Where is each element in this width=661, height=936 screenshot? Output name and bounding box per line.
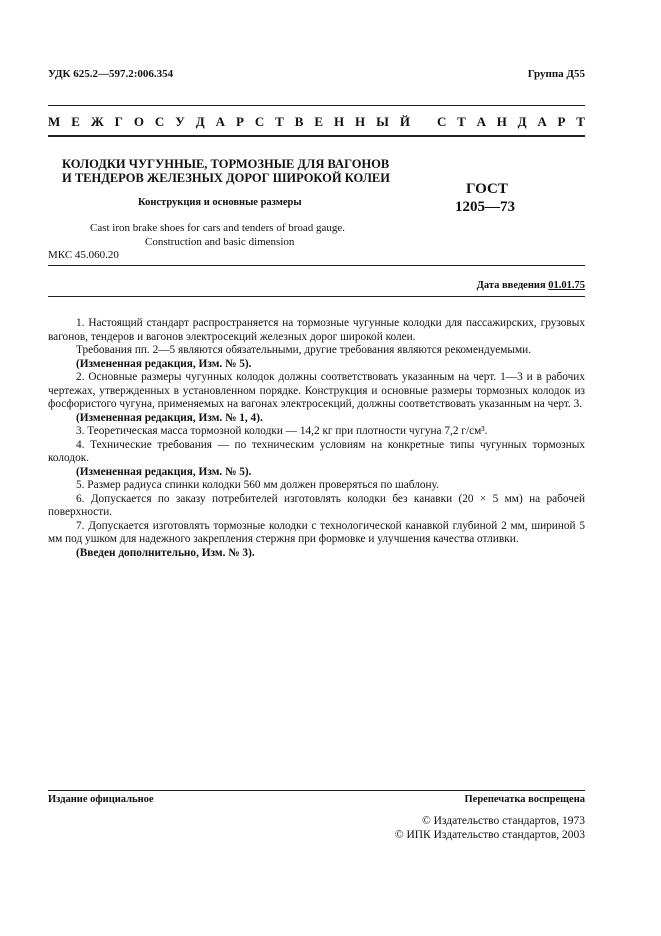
banner-letter: Н xyxy=(333,114,345,129)
paragraph: 2. Основные размеры чугунных колодок должны соответствовать указанным на черт. 1—3 и в рабочих чертежах, утвержденных в установленном порядке. Конструкция и основные размеры тормозных колодок из фосфористого чугуна, применяемых на вагонах электросекций, должны соответствовать указанным на черт. 3. xyxy=(48,371,585,410)
banner-word-interstate xyxy=(48,114,410,130)
date-rule xyxy=(48,296,585,297)
banner-letter: Е xyxy=(71,114,80,129)
banner-letter: А xyxy=(215,114,225,129)
footer-rule xyxy=(48,790,585,791)
gost-number: 1205—73 xyxy=(455,199,515,215)
paragraph: Требования пп. 2—5 являются обязательными, другие требования являются рекомендуемыми. xyxy=(76,344,532,356)
banner-letter: С xyxy=(437,114,447,129)
middle-rule xyxy=(48,265,585,266)
banner-letter: Ж xyxy=(90,114,104,129)
title-line-1: КОЛОДКИ ЧУГУННЫЕ, ТОРМОЗНЫЕ ДЛЯ ВАГОНОВ xyxy=(62,157,390,171)
date-label: Дата введения xyxy=(476,280,546,291)
introduction-date xyxy=(477,280,585,291)
amendment-note: (Измененная редакция, Изм. № 1, 4). xyxy=(76,411,263,424)
banner-letter: Н xyxy=(355,114,366,129)
banner-letter: А xyxy=(537,114,547,129)
banner-letter: О xyxy=(133,114,144,129)
reprint-prohibited: Перепечатка воспрещена xyxy=(464,794,585,805)
amendment-note: (Измененная редакция, Изм. № 5). xyxy=(76,357,252,370)
paragraph: 3. Теоретическая масса тормозной колодки — 14,2 кг при плотности чугуна 7,2 г/см³. xyxy=(76,425,488,437)
top-rule xyxy=(48,105,585,106)
banner-word-standard xyxy=(437,114,585,130)
banner-letter: Т xyxy=(275,114,284,129)
document-body xyxy=(48,317,585,560)
banner-letter: В xyxy=(294,114,304,129)
gost-label: ГОСТ xyxy=(466,181,508,197)
official-edition: Издание официальное xyxy=(48,794,154,805)
english-title-line-2: Construction and basic dimension xyxy=(145,236,295,248)
banner-letter: Д xyxy=(195,114,205,129)
copyright-line-2: © ИПК Издательство стандартов, 2003 xyxy=(394,829,585,841)
copyright-line-1: © Издательство стандартов, 1973 xyxy=(421,815,585,827)
paragraph: 4. Технические требования — по техническим условиям на конкретные типы чугунных тормозных колодок. xyxy=(48,438,585,464)
banner-letter: У xyxy=(175,114,185,129)
banner-letter: Т xyxy=(576,114,585,129)
banner-letter: Т xyxy=(457,114,466,129)
amendment-note: (Измененная редакция, Изм. № 5). xyxy=(76,465,252,478)
interstate-standard-banner xyxy=(48,114,585,130)
date-value: 01.01.75 xyxy=(548,280,585,291)
banner-letter: Г xyxy=(114,114,123,129)
banner-letter: А xyxy=(476,114,486,129)
banner-letter: М xyxy=(48,114,61,129)
banner-rule xyxy=(48,135,585,137)
udk-code: УДК 625.2—597.2:006.354 xyxy=(48,68,174,80)
paragraph: 6. Допускается по заказу потребителей изготовлять колодки без канавки (20 × 5 мм) на рабочей поверхности. xyxy=(48,492,585,518)
amendment-note: (Введен дополнительно, Изм. № 3). xyxy=(76,546,255,559)
group-code: Группа Д55 xyxy=(527,68,585,80)
banner-letter: Е xyxy=(314,114,324,129)
banner-letter: Н xyxy=(496,114,507,129)
banner-letter: Й xyxy=(399,114,410,129)
banner-letter: Р xyxy=(235,114,244,129)
banner-letter: С xyxy=(154,114,165,129)
document-title xyxy=(62,157,402,185)
mks-code: МКС 45.060.20 xyxy=(48,249,119,261)
banner-letter: Ы xyxy=(376,114,389,129)
banner-letter: Р xyxy=(557,114,566,129)
title-line-2: И ТЕНДЕРОВ ЖЕЛЕЗНЫХ ДОРОГ ШИРОКОЙ КОЛЕИ xyxy=(62,171,390,185)
banner-letter: Д xyxy=(517,114,527,129)
paragraph: 1. Настоящий стандарт распространяется на тормозные чугунные колодки для пассажирских, грузовых вагонов, тендеров и вагонов электросекций железных дорог широкой колеи. xyxy=(48,317,585,343)
paragraph: 7. Допускается изготовлять тормозные колодки с технологической канавкой глубиной 2 мм, шириной 5 мм под ушком для надежного закрепления стержня при формовке и улучшения качества отливки. xyxy=(48,519,585,545)
document-subtitle: Конструкция и основные размеры xyxy=(138,197,302,208)
banner-letter: С xyxy=(254,114,265,129)
paragraph: 5. Размер радиуса спинки колодки 560 мм должен проверяться по шаблону. xyxy=(76,479,439,491)
english-title-line-1: Cast iron brake shoes for cars and tenders of broad gauge. xyxy=(90,222,346,234)
